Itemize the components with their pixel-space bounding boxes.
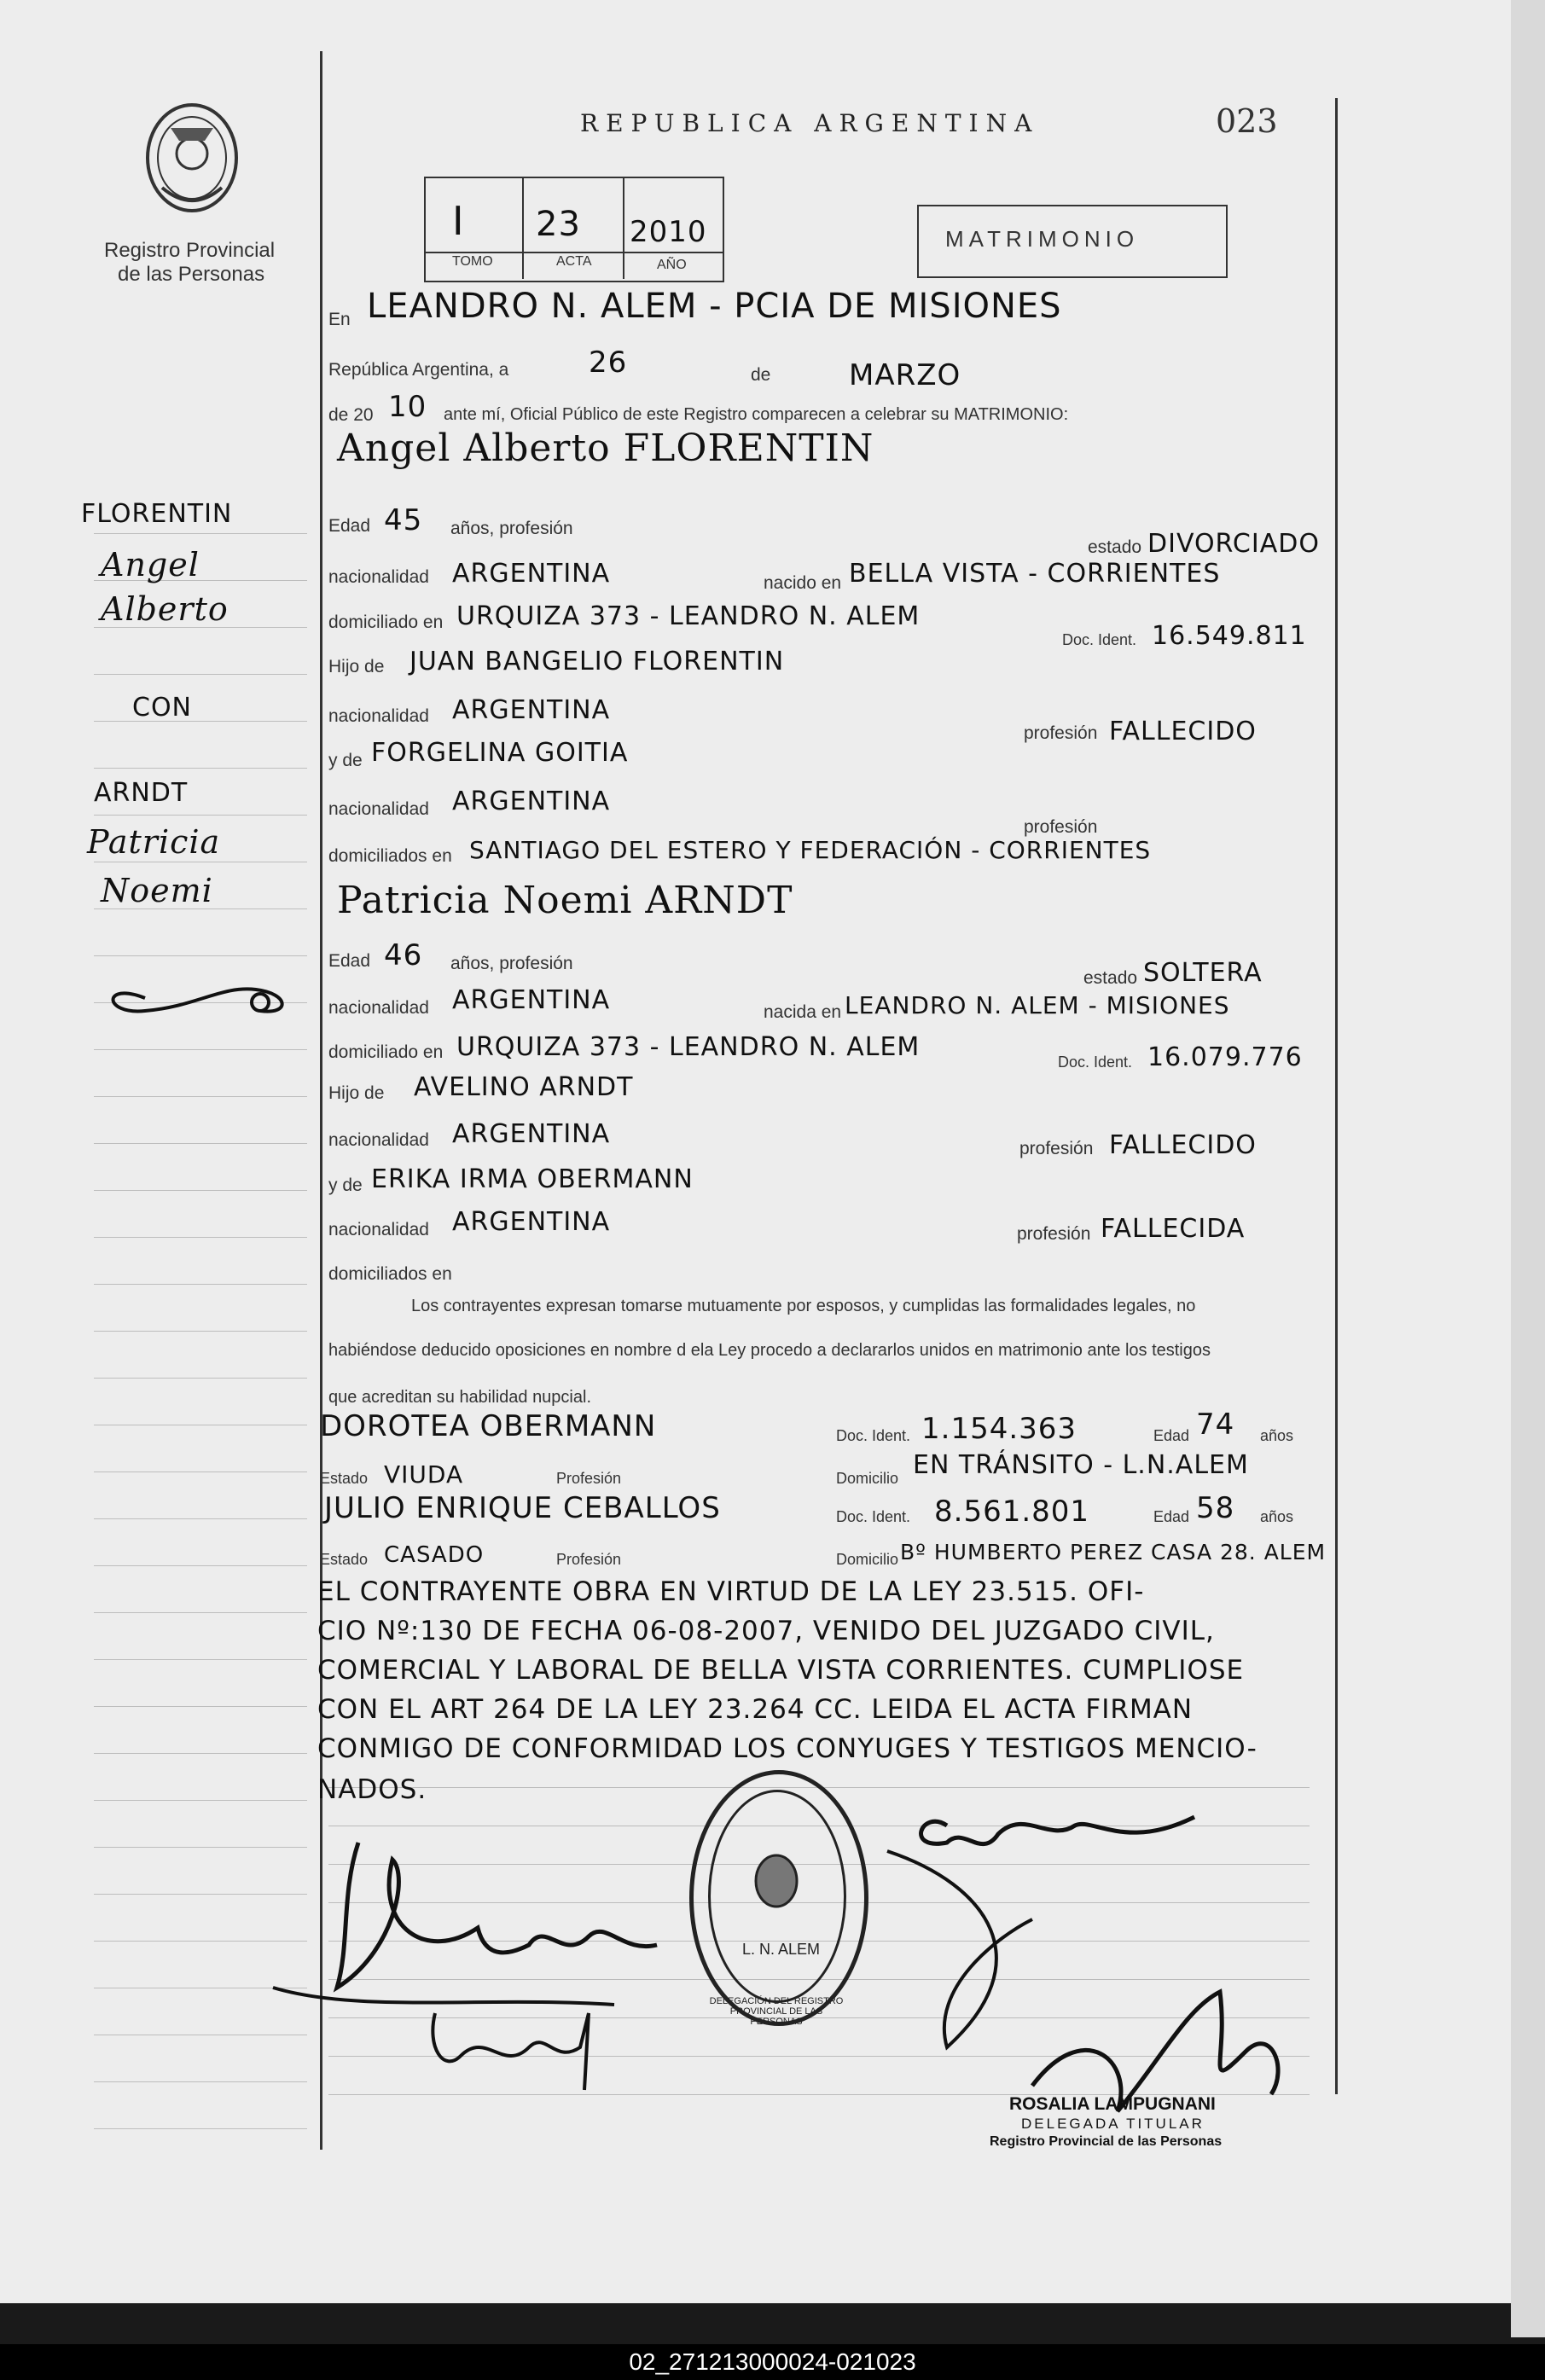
groom-yde-label: y de [328,751,363,770]
notes-line1: EL CONTRAYENTE OBRA EN VIRTUD DE LA LEY 23.515. OFI- [317,1576,1145,1607]
witness2-age: 58 [1196,1491,1235,1525]
witness2-estado-label: Estado [320,1551,369,1568]
witness1-doc: 1.154.363 [921,1412,1077,1446]
en-label: En [328,310,351,329]
bride-father-nationality: ARGENTINA [452,1119,611,1149]
bride-estado: SOLTERA [1143,958,1263,988]
witness1-age: 74 [1196,1408,1235,1442]
margin-bride-name2: Noemi [101,872,213,909]
bride-father-nat-label: nacionalidad [328,1130,429,1150]
margin-rule [94,1518,307,1519]
margin-rule [94,1096,307,1097]
groom-birthplace: BELLA VISTA - CORRIENTES [849,559,1221,589]
bride-edad-label: Edad [328,951,371,971]
margin-rule [94,1237,307,1238]
bride-age: 46 [384,938,423,972]
margin-bride-name1: Patricia [87,823,221,861]
margin-rule [94,1378,307,1379]
groom-nationality: ARGENTINA [452,559,611,589]
margin-rule [94,768,307,769]
witness2-domicilio: Bº HUMBERTO PEREZ CASA 28. ALEM [900,1540,1327,1564]
witness1-anios-label: años [1260,1427,1294,1444]
witness2-doc: 8.561.801 [934,1495,1090,1529]
groom-mother-prof-label: profesión [1024,817,1098,837]
seal-emblem-icon [751,1851,802,1911]
bride-mother-profession: FALLECIDA [1101,1214,1246,1244]
margin-rule [94,674,307,675]
groom-mother: FORGELINA GOITIA [371,738,629,768]
bride-father-prof-label: profesión [1019,1139,1094,1158]
margin-rule [94,955,307,956]
de-label: de [751,365,771,385]
notes-line6: NADOS. [317,1774,427,1805]
bride-birthplace: LEANDRO N. ALEM - MISIONES [845,991,1230,1019]
groom-doc-label: Doc. Ident. [1062,631,1137,648]
groom-father-prof-label: profesión [1024,723,1098,743]
margin-rule [94,2081,307,2082]
anio-value: 2010 [630,215,707,249]
witness1-doc-label: Doc. Ident. [836,1427,911,1444]
folio-number: 023 [1216,102,1278,140]
bride-father-profession: FALLECIDO [1109,1130,1257,1160]
witness2-profesion-label: Profesión [556,1551,622,1568]
groom-father-nationality: ARGENTINA [452,695,611,725]
margin-groom-name1: Angel [101,546,200,583]
groom-parents-dom-label: domiciliados en [328,846,452,866]
margin-rule [94,1284,307,1285]
witness2-edad-label: Edad [1153,1508,1190,1525]
declaration-line1: Los contrayentes expresan tomarse mutuamente por esposos, y cumplidas las formalidades legales, no [411,1297,1196,1315]
tomo-label: TOMO [452,254,493,269]
witness1-profesion-label: Profesión [556,1470,622,1487]
groom-address: URQUIZA 373 - LEANDRO N. ALEM [456,601,921,631]
seal-ring-text: DELEGACIÓN DEL REGISTRO PROVINCIAL DE LAS PERSONAS [709,1996,844,2027]
groom-hijo-label: Hijo de [328,657,385,676]
margin-rule [94,1565,307,1566]
bride-father: AVELINO ARNDT [414,1072,634,1102]
groom-dom-label: domiciliado en [328,612,444,632]
bride-profesion-label: años, profesión [450,954,573,973]
margin-rule [94,1753,307,1754]
registry-name-line2: de las Personas [118,263,265,286]
signature-bride [409,1996,631,2098]
year-suffix: 10 [388,390,427,424]
bride-mother: ERIKA IRMA OBERMANN [371,1164,694,1194]
doc-type: MATRIMONIO [945,226,1140,252]
notes-line3: COMERCIAL Y LABORAL DE BELLA VISTA CORRIENTES. CUMPLIOSE [317,1655,1245,1686]
margin-rule [94,1190,307,1191]
witness1-estado: VIUDA [384,1460,464,1489]
ceremony-day: 26 [589,345,628,380]
official-role: DELEGADA TITULAR [1021,2116,1205,2132]
bride-nacida-label: nacida en [764,1002,842,1022]
box-divider [623,177,624,279]
margin-bride-surname: ARNDT [94,778,189,808]
groom-estado-label: estado [1088,537,1142,557]
tomo-value: I [452,198,465,244]
groom-mother-nationality: ARGENTINA [452,787,611,816]
margin-groom-name2: Alberto [101,590,229,628]
declaration-line2: habiéndose deducido oposiciones en nombre d ela Ley procedo a declararlos unidos en matrimonio ante los testigos [328,1341,1211,1360]
groom-parents-address: SANTIAGO DEL ESTERO Y FEDERACIÓN - CORRIENTES [469,836,1152,864]
bride-doc-label: Doc. Ident. [1058,1054,1133,1071]
declaration-line3: que acreditan su habilidad nupcial. [328,1388,591,1407]
ceremony-month: MARZO [849,358,961,392]
witness1-edad-label: Edad [1153,1427,1190,1444]
groom-nat-label: nacionalidad [328,567,429,587]
bride-yde-label: y de [328,1175,363,1195]
witness2-doc-label: Doc. Ident. [836,1508,911,1525]
coat-of-arms-logo [136,94,247,222]
margin-rule [94,533,307,534]
bride-estado-label: estado [1083,968,1138,988]
bride-hijo-label: Hijo de [328,1083,385,1103]
notes-line2: CIO Nº:130 DE FECHA 06-08-2007, VENIDO DEL JUZGADO CIVIL, [317,1616,1215,1646]
right-border [1335,98,1338,2094]
margin-con: CON [132,693,193,723]
margin-rule [94,1800,307,1801]
margin-rule [94,1049,307,1050]
groom-nacido-label: nacido en [764,573,842,593]
box-divider [522,177,524,279]
official-org: Registro Provincial de las Personas [990,2134,1223,2149]
bride-dom-label: domiciliado en [328,1042,444,1062]
bride-nationality: ARGENTINA [452,985,611,1015]
bride-mother-prof-label: profesión [1017,1224,1091,1244]
witness1-domicilio-label: Domicilio [836,1470,899,1487]
box-divider [424,252,723,253]
groom-doc: 16.549.811 [1152,621,1307,651]
groom-profesion-label: años, profesión [450,519,573,538]
bride-doc: 16.079.776 [1147,1042,1303,1072]
notes-line5: CONMIGO DE CONFORMIDAD LOS CONYUGES Y TESTIGOS MENCIO- [317,1733,1257,1764]
notes-line4: CON EL ART 264 DE LA LEY 23.264 CC. LEIDA EL ACTA FIRMAN [317,1694,1194,1725]
acta-label: ACTA [556,254,592,269]
margin-flourish-icon [94,964,299,1024]
witness2-anios-label: años [1260,1508,1294,1525]
groom-estado: DIVORCIADO [1147,529,1320,559]
bride-address: URQUIZA 373 - LEANDRO N. ALEM [456,1032,921,1062]
official-name: ROSALIA LAMPUGNANI [1009,2094,1216,2114]
bride-nat-label: nacionalidad [328,998,429,1018]
witness2-domicilio-label: Domicilio [836,1551,899,1568]
country-title: REPUBLICA ARGENTINA [580,109,1040,137]
witness2-name: JULIO ENRIQUE CEBALLOS [324,1491,721,1525]
margin-rule [94,721,307,722]
margin-rule [94,1331,307,1332]
witness1-name: DOROTEA OBERMANN [320,1409,657,1443]
groom-age: 45 [384,503,423,537]
acta-value: 23 [536,205,581,244]
bride-mother-nat-label: nacionalidad [328,1220,429,1239]
groom-father-profession: FALLECIDO [1109,717,1257,746]
republica-label: República Argentina, a [328,360,509,380]
scan-id-footer: 02_271213000024-021023 [0,2344,1545,2380]
registry-name-line1: Registro Provincial [104,239,276,262]
margin-rule [94,1706,307,1707]
margin-rule [94,1143,307,1144]
year-prefix: de 20 [328,405,374,425]
margin-rule [94,2128,307,2129]
groom-edad-label: Edad [328,516,371,536]
bride-full-name: Patricia Noemi ARNDT [337,879,793,922]
margin-groom-surname: FLORENTIN [81,499,233,529]
margin-rule [94,1659,307,1660]
groom-father-nat-label: nacionalidad [328,706,429,726]
ceremony-place: LEANDRO N. ALEM - PCIA DE MISIONES [367,287,1062,326]
witness1-domicilio: EN TRÁNSITO - L.N.ALEM [913,1450,1249,1480]
groom-father: JUAN BANGELIO FLORENTIN [409,647,785,676]
bride-mother-nationality: ARGENTINA [452,1207,611,1237]
bride-parents-dom-label: domiciliados en [328,1264,452,1284]
intro-text: ante mí, Oficial Público de este Registro comparecen a celebrar su MATRIMONIO: [444,405,1069,424]
page-edge [1511,0,1545,2337]
margin-rule [94,815,307,816]
anio-label: AÑO [657,258,687,272]
seal-center-text: L. N. ALEM [742,1941,821,1958]
groom-full-name: Angel Alberto FLORENTIN [337,427,874,470]
witness1-estado-label: Estado [320,1470,369,1487]
groom-mother-nat-label: nacionalidad [328,799,429,819]
witness2-estado: CASADO [384,1542,485,1568]
margin-rule [94,1612,307,1613]
